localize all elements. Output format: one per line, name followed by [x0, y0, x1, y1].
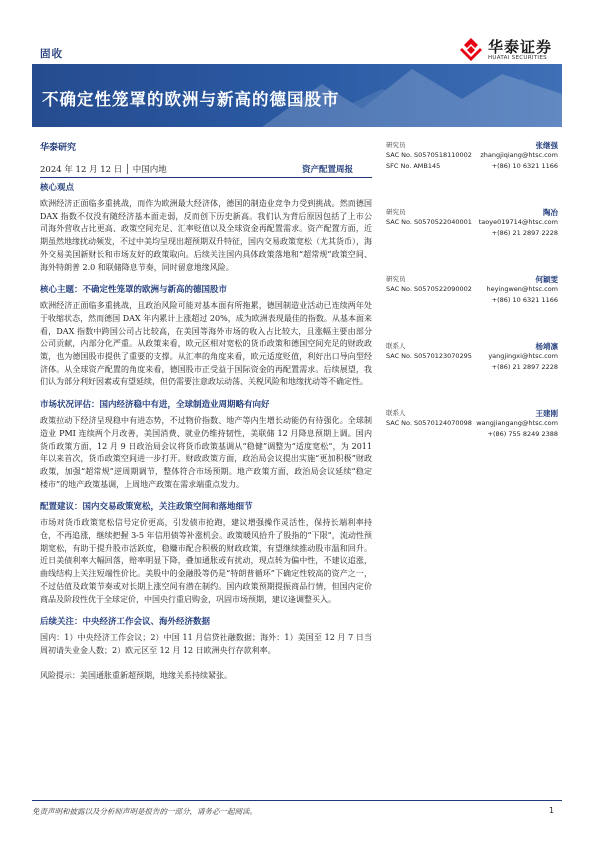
- section-text: 欧洲经济正面临多重挑战，且政治风险可能对基本面有所拖累，德国制造业活动已连续两年处于收缩状态，然而德国 DAX 年内累计上涨超过 20%，成为欧洲表现最佳的指数。从基本面来看，DAX 指数中跨国公司占比较高，在美国等海外市场的收入占比较大，且涨幅主要由部分公司贡献，内部分化严重。从政策来看，欧元区相对宽松的货币政策和德国空间充足的财政政策，也为德国股市提供了重要的支撑。从汇率的角度来看，欧元适度贬值，利好出口导向型经济体。从全球资产配置的角度来看，德国股市正受益于国际资金的再配置需求。后续展望，我们认为部分利好因素或有望延续，但仍需要注意政坛动荡、关税风险和地缘扰动等不确定性。: [40, 301, 372, 387]
- section-heading: 核心观点: [40, 183, 75, 193]
- section-text: 市场对货币政策宽松信号定价更高，引发债市抢跑，建议增强操作灵活性，保持长端利率持仓，不再追涨，继续把握 3-5 年信用债等补涨机会。政策暖风拾升了股指的“下限”，流动性预期宽松，有助于提升股市活跃度，稳赚市配合积极的财政政策，有望继续推动股市温和回升。近日美债利率大幅回落，赔率明显下降，叠加通胀或有扰动，现点转为偏中性，不建议追涨，曲线结构上关注短端性价比。美股中的金融股等仍是“特朗普循环”下确定性较高的资产之一，不过估值及政策节奏或对长期上涨空间有潜在制约。国内政策预期提振商品行情，但国内定价商品及阶段性优于全球定价，中国央行重启购金，巩固市场预期，建议逢调整买入。: [40, 518, 372, 604]
- meta-divider: [40, 177, 372, 178]
- analyst-email[interactable]: taoye019714@htsc.com: [478, 218, 558, 226]
- analyst-panel: [386, 140, 558, 475]
- analyst-phone: +(86) 10 6321 1166: [491, 162, 558, 170]
- section-text: 政策拉动下经济呈现稳中有进态势，不过物价指数、地产等内生增长动能仍有待强化。全球制造业 PMI 连续两个月改善，美国消费、就业仍维持韧性，美联储 12 月降息预期上调。国内货币政策方面，12 月 9 日政治局会议将货币政策基调从“稳健”调整为“适度宽松”，为 2011 年以来首次，货币政策空间进一步打开。财政政策方面，政治局会议提出实施“更加积极”财政政策，加强“超常规”逆周期调节，整体符合市场预期。地产政策方面，政治局会议延续“稳定楼市”的地产政策基调，上周地产政策在需求端重点发力。: [40, 416, 372, 489]
- section-market-assessment: [40, 399, 372, 491]
- title-banner: [32, 64, 562, 127]
- analyst-name: 王建刚: [535, 409, 558, 418]
- analyst-card: [386, 274, 558, 341]
- analyst-name: 何颖雯: [535, 275, 558, 284]
- analyst-email[interactable]: wangjiangang@htsc.com: [476, 419, 558, 427]
- section-core-theme: [40, 284, 372, 389]
- analyst-role: 研究员: [386, 208, 406, 216]
- section-core-view: [40, 182, 372, 274]
- report-title: 不确定性笼罩的欧洲与新高的德国股市: [42, 90, 340, 109]
- report-category: 固收: [40, 48, 63, 60]
- analyst-role: 研究员: [386, 275, 406, 283]
- analyst-phone: +(86) 21 2897 2228: [491, 363, 558, 371]
- section-text: 国内：1）中央经济工作会议；2）中国 11 月信贷社融数据；海外：1）美国至 12 月 7 日当周初请失业金人数；2）欧元区至 12 月 12 日欧洲央行存款利率。: [40, 633, 372, 655]
- huatai-logo-icon: [458, 36, 484, 62]
- analyst-card: [386, 207, 558, 274]
- analyst-role: 研究员: [386, 141, 406, 149]
- analyst-sfc: SFC No. AMB145: [386, 162, 441, 170]
- section-allocation: [40, 501, 372, 606]
- risk-warning: 风险提示：美国通胀重新超预期，地缘关系持续紧张。: [40, 670, 232, 680]
- report-date: 2024 年 12 月 12 日 │ 中国内地: [40, 165, 167, 175]
- report-type: 资产配置周报: [302, 165, 354, 175]
- report-body: [40, 182, 372, 682]
- analyst-card: [386, 140, 558, 207]
- analyst-email[interactable]: yangjingxi@htsc.com: [488, 352, 558, 360]
- page-number: 1: [549, 806, 555, 815]
- brand-logo: [458, 36, 568, 66]
- analyst-phone: +(86) 21 2897 2228: [491, 229, 558, 237]
- section-heading: 配置建议：国内交易政策宽松，关注政策空间和落地细节: [40, 502, 253, 513]
- brand-name-en: HUATAI SECURITIES: [488, 55, 547, 61]
- analyst-email[interactable]: zhangjiqiang@htsc.com: [480, 151, 558, 159]
- analyst-sac: SAC No. S0570124070098: [386, 419, 472, 427]
- analyst-name: 张继强: [535, 141, 558, 150]
- analyst-sac: SAC No. S0570518110002: [386, 151, 472, 159]
- analyst-card: [386, 341, 558, 408]
- analyst-sac: SAC No. S0570522040001: [386, 218, 472, 226]
- analyst-role: 联系人: [386, 342, 406, 350]
- section-text: 欧洲经济正面临多重挑战，而作为欧洲最大经济体，德国的制造业竞争力受到挑战。然而德国 DAX 指数不仅没有随经济基本面走弱，反而创下历史新高。我们认为背后原因包括了上市公司海外营收占比更高、政策空间充足、汇率贬值以及全球资金再配置需求。资产配置方面，近期虽然地缘扰动频发，不过中美均呈现出超预期双升特征，国内交易政策宽松（尤其货币），海外交易美国新财长和市场友好的政策取向。后续关注国内具体政策落地和“超常规”政策空间、海外特朗普 2.0 和联储降息节奏，同时留意地缘风险。: [40, 199, 372, 272]
- analyst-phone: +(86) 10 6321 1166: [491, 296, 558, 304]
- footer-divider: [32, 800, 562, 801]
- analyst-name: 杨靖凛: [535, 342, 558, 351]
- analyst-card: [386, 408, 558, 475]
- section-heading: 后续关注：中央经济工作会议、海外经济数据: [40, 617, 211, 628]
- research-org: 华泰研究: [40, 143, 77, 153]
- analyst-email[interactable]: heyingwen@htsc.com: [486, 285, 558, 293]
- brand-name-cn: 华泰证券: [488, 38, 553, 56]
- footer-disclaimer: 免责声明和披露以及分析师声明是报告的一部分，请务必一起阅读。: [32, 807, 257, 816]
- analyst-sac: SAC No. S0570123070295: [386, 352, 472, 360]
- analyst-phone: +(86) 755 8249 2388: [487, 430, 558, 438]
- section-heading: 核心主题：不确定性笼罩的欧洲与新高的德国股市: [40, 285, 228, 296]
- section-heading: 市场状况评估：国内经济稳中有进，全球制造业周期略有向好: [40, 400, 270, 411]
- analyst-role: 联系人: [386, 409, 406, 417]
- section-follow-up: [40, 616, 372, 657]
- analyst-name: 陶冶: [543, 208, 558, 217]
- analyst-sac: SAC No. S0570522090002: [386, 285, 472, 293]
